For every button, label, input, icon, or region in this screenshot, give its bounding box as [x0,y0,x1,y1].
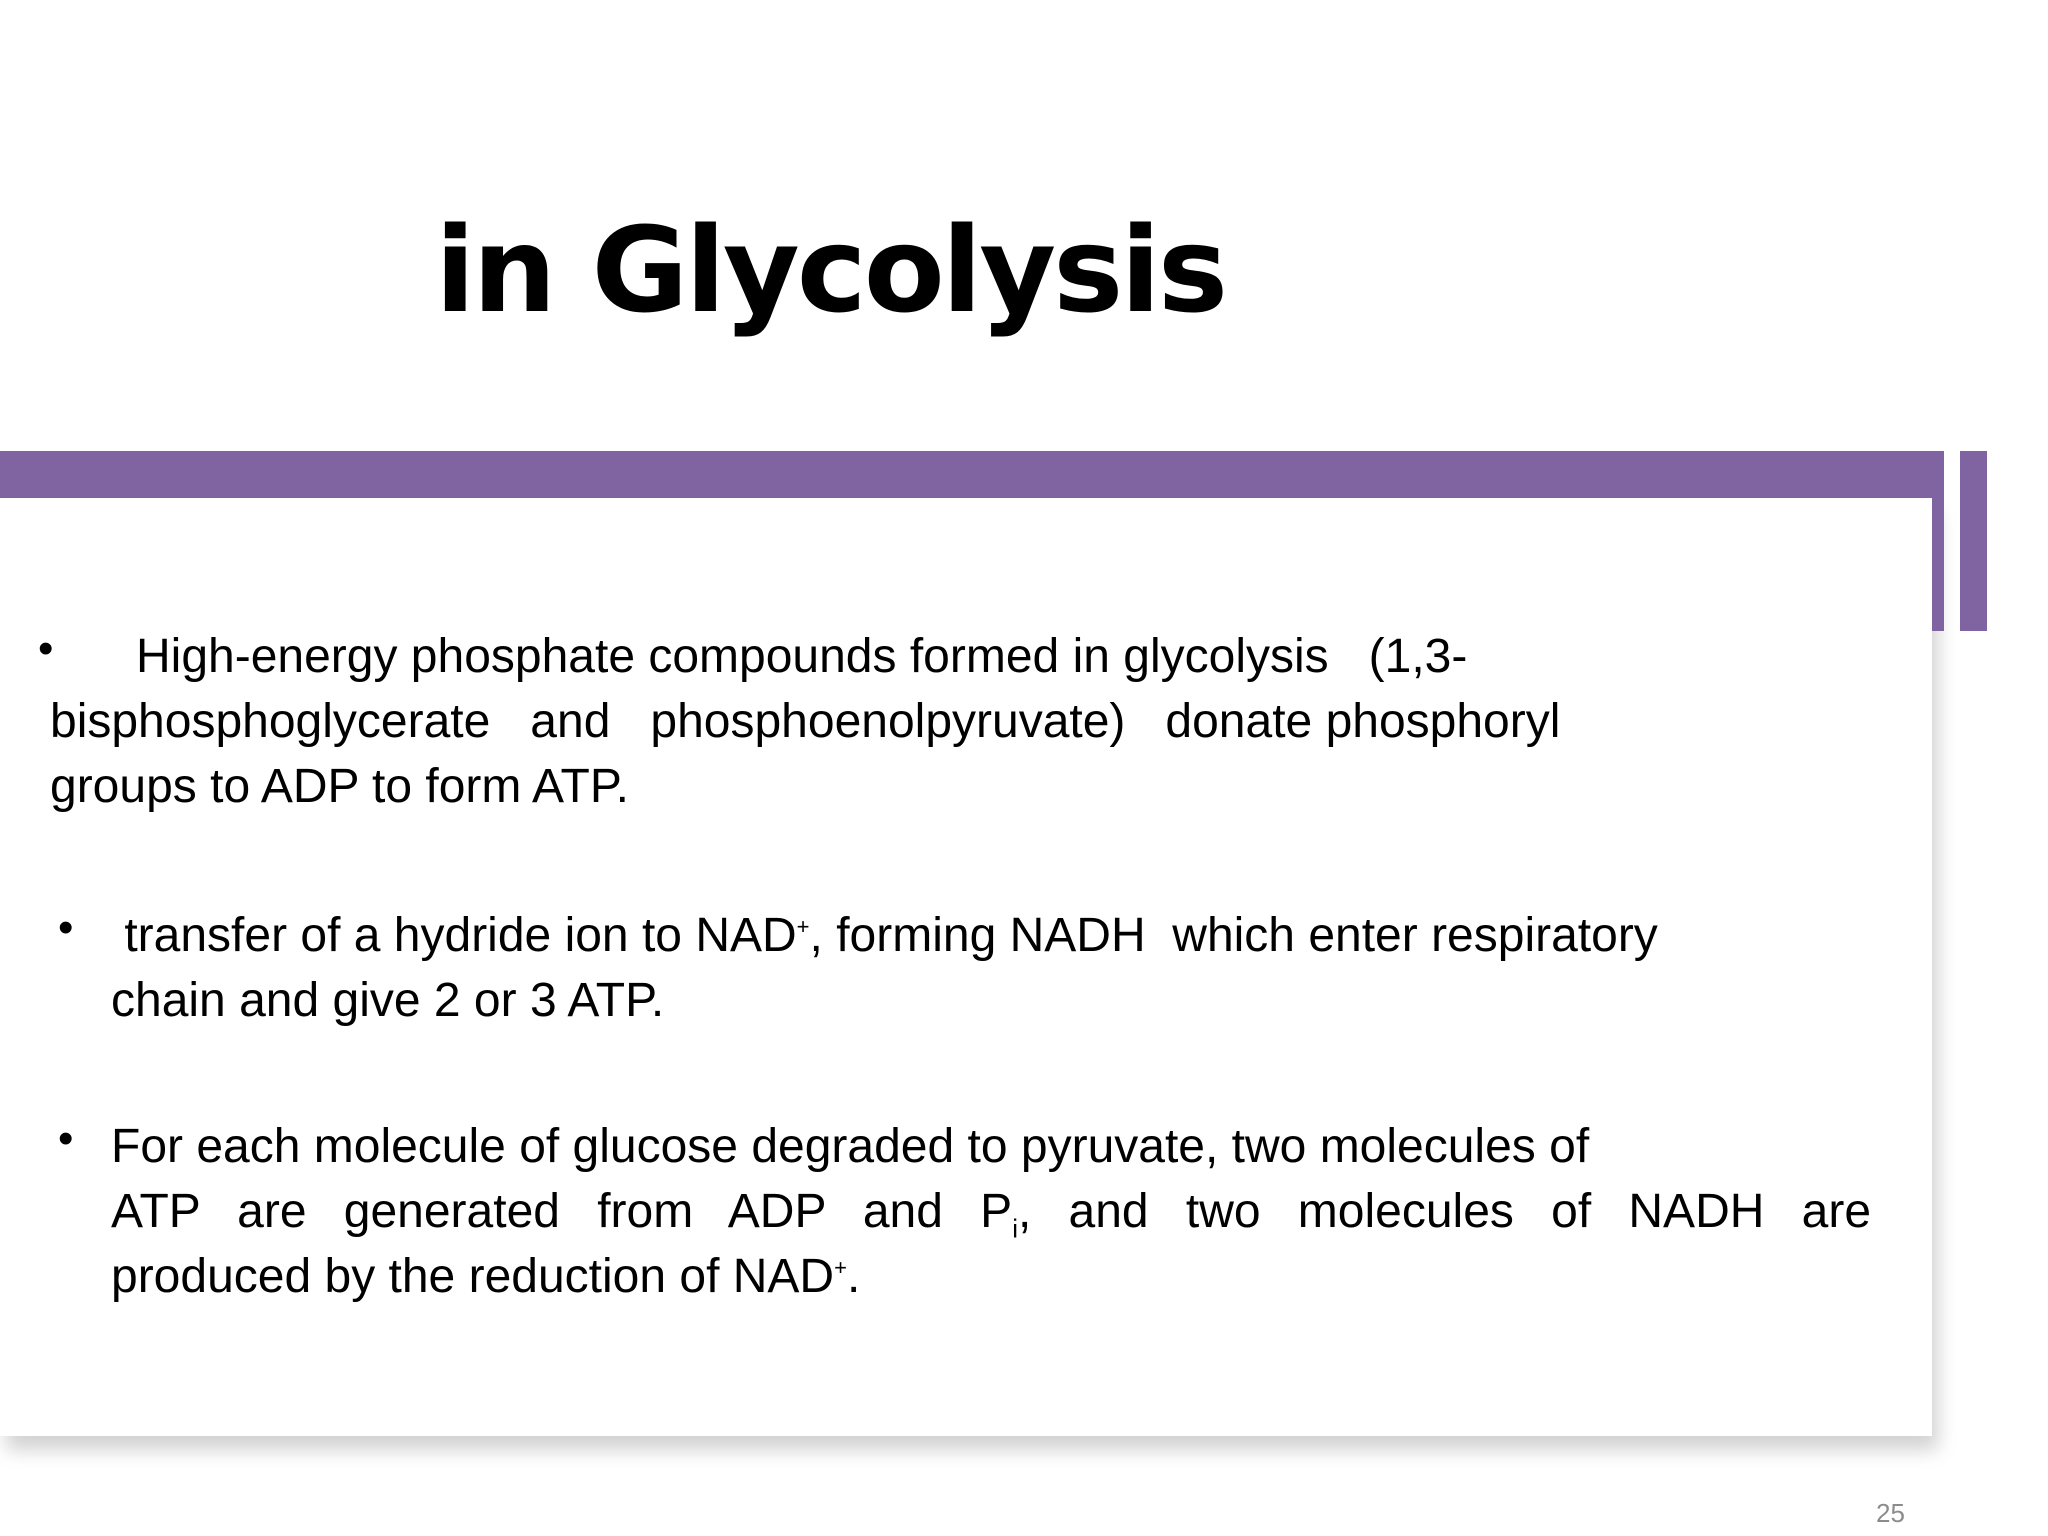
bullet-text: , and two molecules of NADH are [1017,1185,1872,1238]
bullet-dot-icon: • [58,1114,74,1163]
bullet-text-line [111,1244,1871,1309]
subscript-i: i [1012,1213,1018,1244]
superscript-plus: + [796,914,810,939]
bullet-text-line: bisphosphoglycerate and phosphoenolpyruvate) donate phosphoryl [50,695,1561,748]
bullet-dot-icon: • [38,624,54,673]
bullet-text-line: For each molecule of glucose degraded to pyruvate, two molecules of [111,1120,1590,1173]
page-number: 25 [1876,1498,1905,1528]
accent-bar [0,451,1944,498]
superscript-plus: + [834,1255,847,1280]
bullet-text-line: chain and give 2 or 3 ATP. [111,974,665,1027]
bullet-dot-icon: • [58,903,74,952]
slide-title: in Glycolysis [435,201,1226,339]
bullet-text: produced by the reduction of NAD [111,1250,835,1303]
accent-vertical-bar-thick [1960,451,1987,631]
bullet-text: transfer of a hydride ion to NAD [111,909,797,962]
bullet-hydride-transfer [111,903,1871,1033]
bullet-text: , forming NADH which enter respiratory [809,909,1658,962]
bullet-text: ATP are generated from ADP and P [111,1185,1013,1238]
bullet-text-line: High-energy phosphate compounds formed in glycolysis (1,3- [136,630,1468,683]
bullet-high-energy-compounds [50,624,1810,819]
bullet-text-line: groups to ADP to form ATP. [50,760,629,813]
bullet-text-line [111,1179,1871,1244]
bullet-text-line [111,903,1871,968]
accent-vertical-bar-thin [1932,451,1944,631]
bullet-glucose-degradation [111,1114,1871,1309]
bullet-text: . [846,1250,861,1303]
